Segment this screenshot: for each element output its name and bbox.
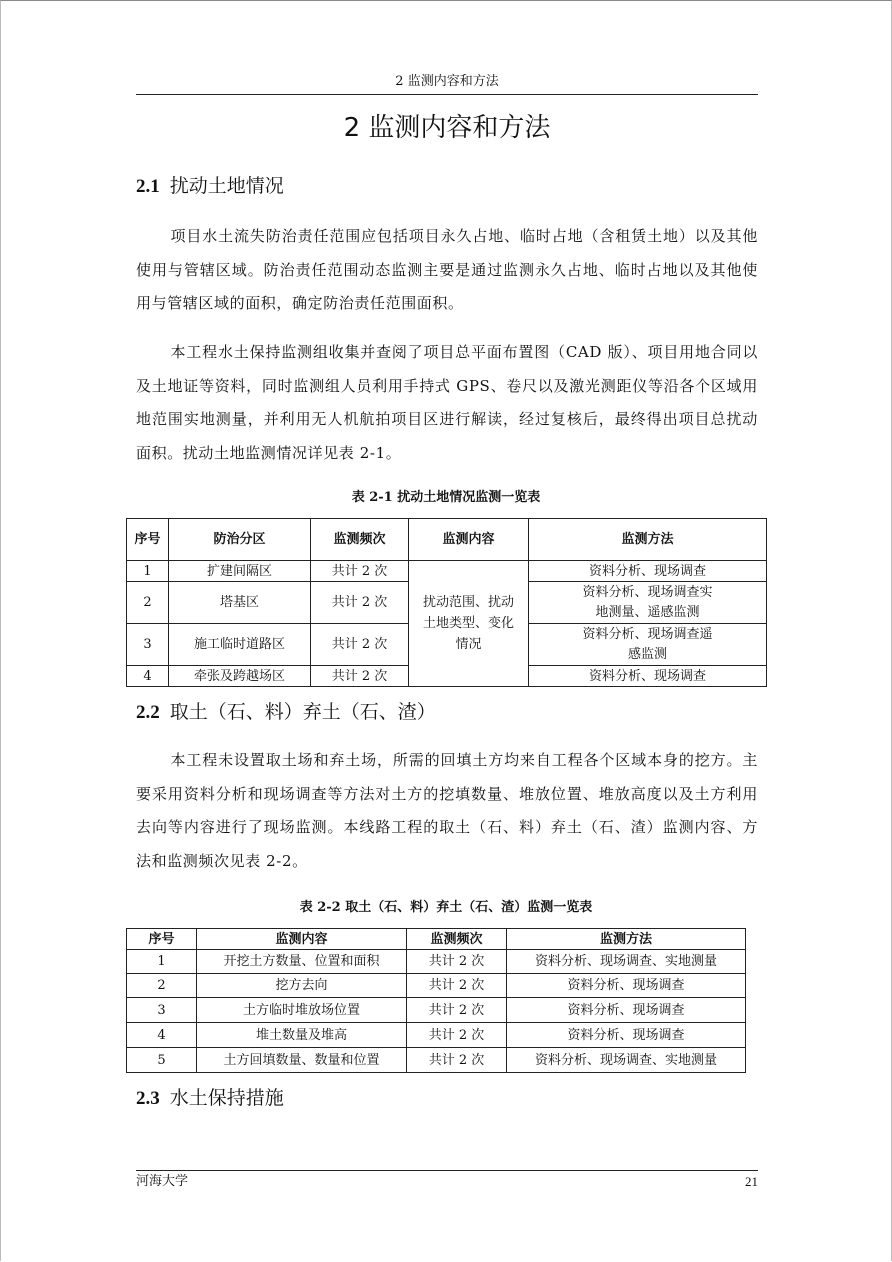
- section-heading-text: 取土（石、料）弃土（石、渣）: [169, 701, 436, 723]
- cell-content: 土方回填数量、数量和位置: [197, 1048, 407, 1073]
- running-header: 2 监测内容和方法: [136, 72, 758, 95]
- header-cell: 监测内容: [409, 519, 529, 561]
- cell-zone: 塔基区: [169, 582, 311, 624]
- footer-institution: 河海大学: [136, 1174, 189, 1189]
- section-heading-text: 水土保持措施: [169, 1087, 284, 1109]
- cell-freq: 共计 2 次: [407, 1023, 507, 1048]
- running-footer: [136, 1170, 758, 1193]
- table-row: [127, 998, 746, 1023]
- paragraph-2: 本工程水土保持监测组收集并查阅了项目总平面布置图（CAD 版）、项目用地合同以及土地证等资料，同时监测组人员利用手持式 GPS、卷尺以及激光测距仪等沿各个区域用地范围实地测量，并利用无人机航拍项目区进行解读，经过复核后，最终得出项目总扰动面积。扰动土地监测情况详见表 2-1。: [136, 343, 758, 462]
- cell-zone: 扩建间隔区: [169, 561, 311, 582]
- table-2-2-caption: 表 2-2 取土（石、料）弃土（石、渣）监测一览表: [299, 900, 593, 915]
- cell-method: 资料分析、现场调查: [507, 998, 746, 1023]
- section-title-2-1: [136, 172, 284, 201]
- cell-freq: 共计 2 次: [311, 582, 409, 624]
- cell-content: 挖方去向: [197, 974, 407, 998]
- cell-zone: 施工临时道路区: [169, 624, 311, 666]
- page-number: 21: [745, 1174, 758, 1189]
- table-row: [127, 561, 767, 582]
- section-number: 2.2: [136, 702, 160, 723]
- section-heading-text: 扰动土地情况: [169, 175, 284, 197]
- cell-freq: 共计 2 次: [407, 998, 507, 1023]
- cell-method: 资料分析、现场调查: [529, 561, 767, 582]
- cell-no: 2: [127, 974, 197, 998]
- section-title-2-2: [136, 698, 436, 727]
- header-cell: 防治分区: [169, 519, 311, 561]
- table-row: [127, 1023, 746, 1048]
- cell-no: 1: [127, 561, 169, 582]
- table-2-1-caption: 表 2-1 扰动土地情况监测一览表: [351, 490, 541, 505]
- paragraph-3: 本工程未设置取土场和弃土场，所需的回填土方均来自工程各个区域本身的挖方。主要采用资料分析和现场调查等方法对土方的挖填数量、堆放位置、堆放高度以及土方利用去向等内容进行了现场监测。本线路工程的取土（石、料）弃土（石、渣）监测内容、方法和监测频次见表 2-2。: [136, 751, 758, 870]
- header-cell: 监测频次: [407, 929, 507, 950]
- header-cell: 监测方法: [507, 929, 746, 950]
- cell-method: 资料分析、现场调查、实地测量: [507, 950, 746, 974]
- cell-content: 开挖土方数量、位置和面积: [197, 950, 407, 974]
- header-cell: 序号: [127, 519, 169, 561]
- paragraph-1: 项目水土流失防治责任范围应包括项目永久占地、临时占地（含租赁土地）以及其他使用与管辖区域。防治责任范围动态监测主要是通过监测永久占地、临时占地以及其他使用与管辖区域的面积，确定防治责任范围面积。: [136, 227, 758, 312]
- header-cell: 监测频次: [311, 519, 409, 561]
- cell-freq: 共计 2 次: [407, 1048, 507, 1073]
- cell-freq: 共计 2 次: [311, 624, 409, 666]
- table-row: [127, 974, 746, 998]
- cell-no: 1: [127, 950, 197, 974]
- table-header-row: [127, 929, 746, 950]
- cell-content-merged: 扰动范围、扰动土地类型、变化情况: [409, 561, 529, 687]
- section-number: 2.1: [136, 176, 160, 197]
- table-row: [127, 950, 746, 974]
- cell-no: 4: [127, 666, 169, 687]
- cell-content: 堆土数量及堆高: [197, 1023, 407, 1048]
- cell-no: 4: [127, 1023, 197, 1048]
- section-title-2-3: [136, 1084, 284, 1113]
- cell-zone: 牵张及跨越场区: [169, 666, 311, 687]
- cell-no: 2: [127, 582, 169, 624]
- header-cell: 监测内容: [197, 929, 407, 950]
- cell-method: 资料分析、现场调查: [507, 1023, 746, 1048]
- cell-freq: 共计 2 次: [311, 561, 409, 582]
- cell-freq: 共计 2 次: [407, 950, 507, 974]
- table-2-1: [126, 518, 767, 687]
- cell-method: 资料分析、现场调查: [507, 974, 746, 998]
- cell-freq: 共计 2 次: [407, 974, 507, 998]
- table-row: [127, 1048, 746, 1073]
- cell-method: 资料分析、现场调查遥感监测: [529, 624, 767, 666]
- table-header-row: [127, 519, 767, 561]
- chapter-title: 2 监测内容和方法: [343, 113, 551, 143]
- table-2-2: [126, 928, 746, 1073]
- cell-method: 资料分析、现场调查、实地测量: [507, 1048, 746, 1073]
- cell-content: 土方临时堆放场位置: [197, 998, 407, 1023]
- section-number: 2.3: [136, 1088, 160, 1109]
- header-cell: 监测方法: [529, 519, 767, 561]
- header-cell: 序号: [127, 929, 197, 950]
- cell-method: 资料分析、现场调查: [529, 666, 767, 687]
- cell-no: 3: [127, 624, 169, 666]
- cell-method: 资料分析、现场调查实地测量、遥感监测: [529, 582, 767, 624]
- cell-no: 3: [127, 998, 197, 1023]
- cell-freq: 共计 2 次: [311, 666, 409, 687]
- cell-no: 5: [127, 1048, 197, 1073]
